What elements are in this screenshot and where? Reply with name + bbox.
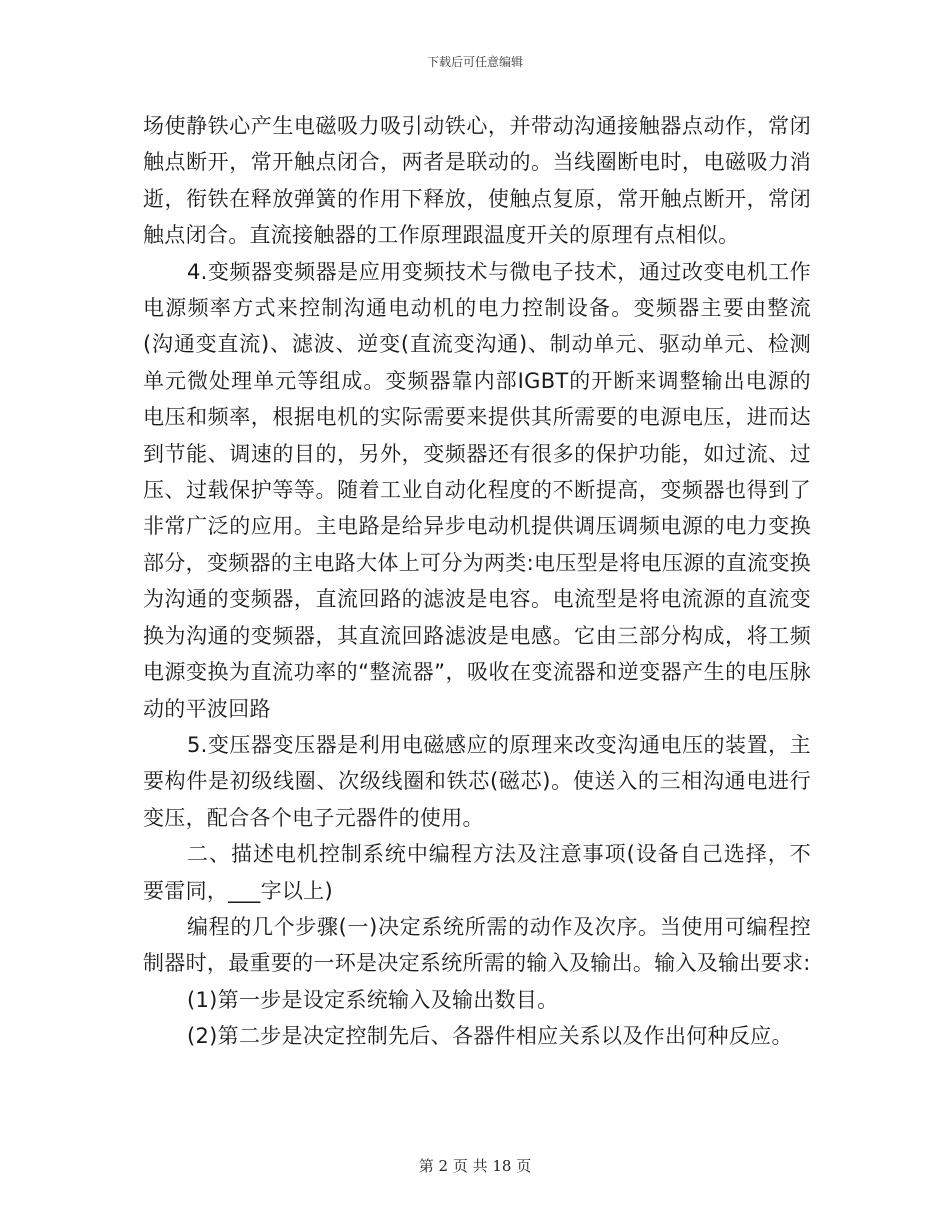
document-body bbox=[143, 108, 811, 1055]
page-header: 下载后可任意编辑 bbox=[426, 55, 523, 69]
list-item-step-2: (2)第二步是决定控制先后、各器件相应关系以及作出何种反应。 bbox=[187, 1024, 793, 1049]
paragraph-transformer: 5.变压器变压器是利用电磁感应的原理来改变沟通电压的装置，主要构件是初级线圈、次级线圈和铁芯(磁芯)。使送入的三相沟通电进行变压，配合各个电子元器件的使用。 bbox=[143, 732, 811, 830]
paragraph-inverter: 4.变频器变频器是应用变频技术与微电子技术，通过改变电机工作电源频率方式来控制沟通电动机的电力控制设备。变频器主要由整流(沟通变直流)、滤波、逆变(直流变沟通)、制动单元、驱动单元、检测单元微处理单元等组成。变频器靠内部IGBT的开断来调整输出电源的电压和频率，根据电机的实际需要来提供其所需要的电源电压，进而达到节能、调速的目的，另外，变频器还有很多的保护功能，如过流、过压、过载保护等等。随着工业自动化程度的不断提高，变频器也得到了非常广泛的应用。主电路是给异步电动机提供调压调频电源的电力变换部分，变频器的主电路大体上可分为两类:电压型是将电压源的直流变换为沟通的变频器，直流回路的滤波是电容。电流型是将电流源的直流变换为沟通的变频器，其直流回路滤波是电感。它由三部分构成，将工频电源变换为直流功率的“整流器”，吸收在变流器和逆变器产生的电压脉动的平波回路 bbox=[143, 259, 811, 721]
list-item-step-1: (1)第一步是设定系统输入及输出数目。 bbox=[187, 987, 559, 1012]
paragraph-contactor-continued: 场使静铁心产生电磁吸力吸引动铁心，并带动沟通接触器点动作，常闭触点断开，常开触点闭合，两者是联动的。当线圈断电时，电磁吸力消逝，衔铁在释放弹簧的作用下释放，使触点复原，常开触点断开，常闭触点闭合。直流接触器的工作原理跟温度开关的原理有点相似。 bbox=[143, 114, 811, 248]
page-number: 第 2 页 共 18 页 bbox=[418, 1157, 532, 1175]
paragraph-programming-steps: 编程的几个步骤(一)决定系统所需的动作及次序。当使用可编程控制器时，最重要的一环是决定系统所需的输入及输出。输入及输出要求: bbox=[143, 914, 811, 976]
section-heading-programming: 二、描述电机控制系统中编程方法及注意事项(设备自己选择，不要雷同，___字以上) bbox=[143, 842, 811, 903]
